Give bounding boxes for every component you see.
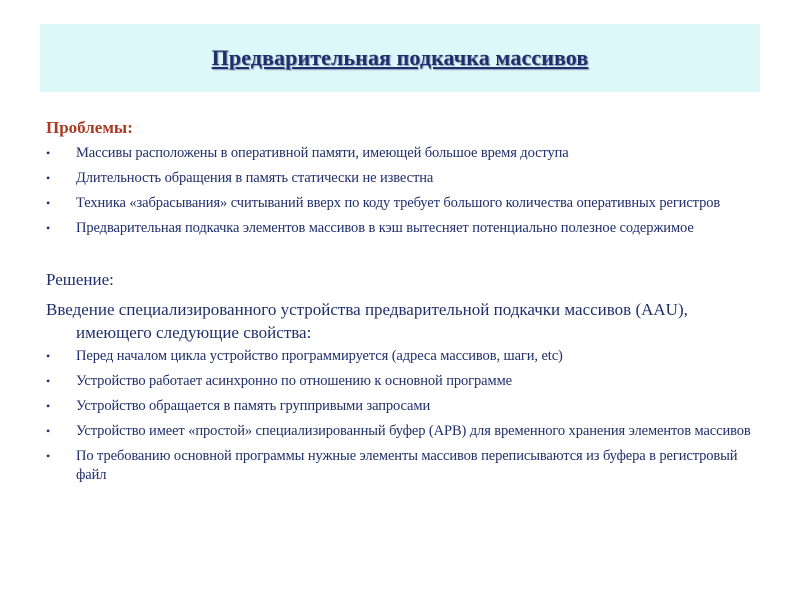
bullet-icon: • [46, 374, 51, 388]
solution-heading: Решение: [46, 270, 114, 289]
solution-text: Устройство работает асинхронно по отношению к основной программе [76, 373, 512, 389]
list-item [46, 194, 762, 213]
solution-text: По требованию основной программы нужные элементы массивов переписываются из буфера в регистровый файл [76, 448, 738, 483]
list-item [46, 144, 762, 163]
problem-text: Длительность обращения в память статически не известна [76, 170, 434, 186]
list-item [46, 169, 762, 188]
bullet-icon: • [46, 349, 51, 363]
list-item [46, 372, 762, 391]
bullet-icon: • [46, 196, 51, 210]
problem-text: Массивы расположены в оперативной памяти, имеющей большое время доступа [76, 145, 569, 161]
bullet-icon: • [46, 449, 51, 463]
solution-text: Устройство обращается в память группривыми запросами [76, 398, 431, 414]
title-banner [40, 24, 760, 92]
bullet-icon: • [46, 221, 51, 235]
solution-list [46, 347, 762, 485]
problem-text: Предварительная подкачка элементов массивов в кэш вытесняет потенциально полезное содержимое [76, 220, 694, 236]
problems-list [46, 144, 762, 238]
list-item [46, 347, 762, 366]
solution-text: Устройство имеет «простой» специализированный буфер (APB) для временного хранения элементов массивов [76, 423, 751, 439]
section-spacer [46, 244, 762, 270]
slide-content [46, 118, 762, 491]
solution-text: Перед началом цикла устройство программируется (адреса массивов, шаги, etc) [76, 348, 563, 364]
bullet-icon: • [46, 399, 51, 413]
problems-heading: Проблемы: [46, 118, 133, 137]
problem-text: Техника «забрасывания» считываний вверх по коду требует большого количества оперативных регистров [76, 195, 721, 211]
solution-intro: Введение специализированного устройства предварительной подкачки массивов (AAU), имеющего следующие свойства: [46, 300, 688, 342]
list-item [46, 397, 762, 416]
list-item [46, 219, 762, 238]
bullet-icon: • [46, 146, 51, 160]
slide-title: Предварительная подкачка массивов [211, 45, 589, 70]
bullet-icon: • [46, 171, 51, 185]
bullet-icon: • [46, 424, 51, 438]
list-item [46, 447, 762, 485]
list-item [46, 422, 762, 441]
